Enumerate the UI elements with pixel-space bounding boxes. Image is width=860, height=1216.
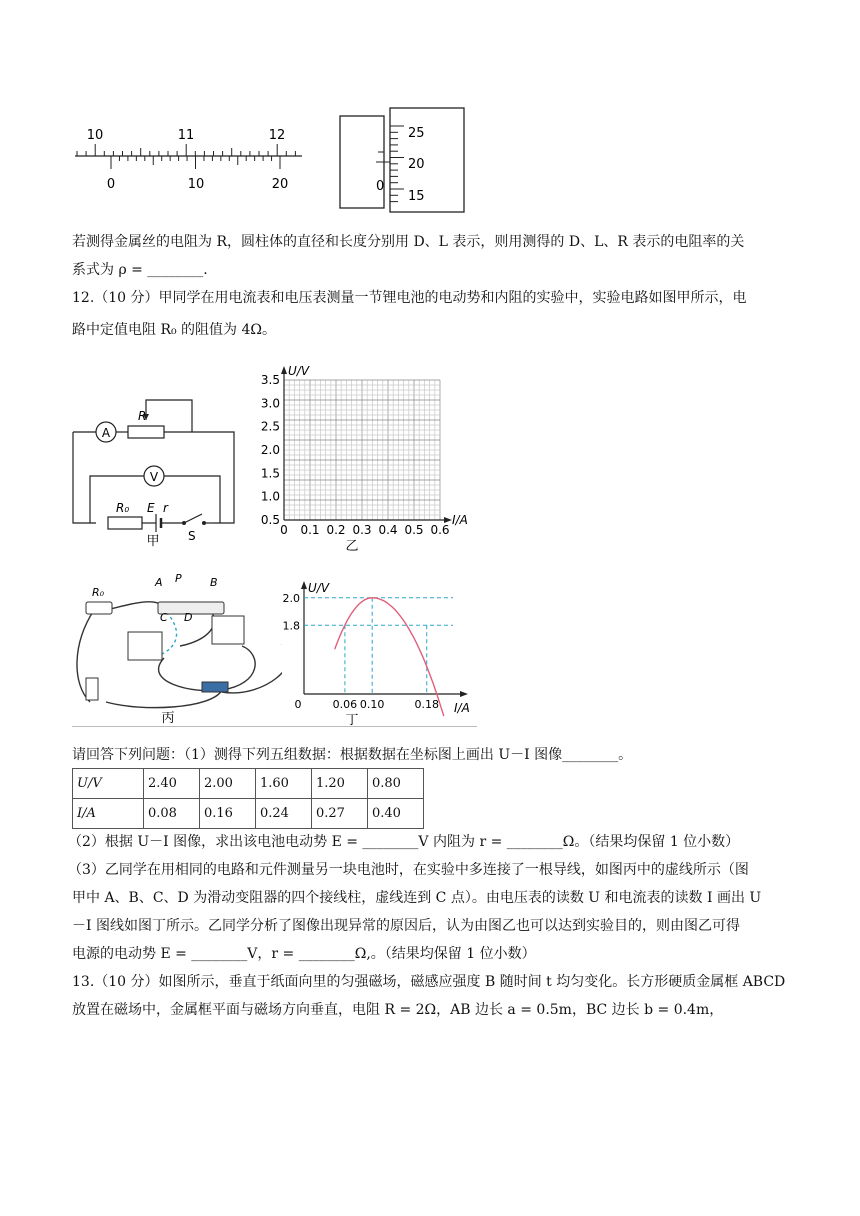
q11-text-line1: 若测得金属丝的电阻为 R，圆柱体的直径和长度分别用 D、L 表示，则用测得的 D、L、R 表示的电阻率的关 xyxy=(72,234,745,250)
fig-ding-label: 丁 xyxy=(345,713,359,728)
caliper-vernier-20: 20 xyxy=(271,177,289,192)
internal-r-label: r xyxy=(163,501,168,515)
switch-label: S xyxy=(188,529,196,543)
yi-xtick-label: 0.6 xyxy=(430,523,450,537)
ding-xlabel: I/A xyxy=(454,701,470,715)
yi-ytick-label: 3.5 xyxy=(260,373,280,387)
ding-xtick-label: 0.18 xyxy=(414,698,439,711)
yi-xtick-label: 0.5 xyxy=(404,523,424,537)
q12-line7: 电源的电动势 E = ________V，r = ________Ω,。（结果均保留 1 位小数） xyxy=(72,946,536,962)
yi-xtick-label: 0.3 xyxy=(352,523,372,537)
data-table xyxy=(72,768,424,829)
table-cell: 0.24 xyxy=(256,799,312,829)
r0-label: R₀ xyxy=(116,501,130,515)
fig-yi-label: 乙 xyxy=(345,539,359,554)
ding-xtick-label: 0.06 xyxy=(332,698,358,711)
table-cell: 0.27 xyxy=(312,799,368,829)
table-cell: 1.60 xyxy=(256,769,312,799)
yi-ylabel: U/V xyxy=(288,364,310,378)
yi-ytick-label: 2.5 xyxy=(260,419,280,434)
fig-jia-label: 甲 xyxy=(146,534,160,549)
bing-c-label: C xyxy=(160,611,168,624)
caliper-main-12: 12 xyxy=(268,128,286,143)
table-cell: U/V xyxy=(73,769,144,799)
caliper-vernier-10: 10 xyxy=(187,177,205,192)
circuit-diagram-jia xyxy=(68,390,243,550)
q12-line1: 12.（10 分）甲同学在用电流表和电压表测量一节锂电池的电动势和内阻的实验中，实验电路如图甲所示，电 xyxy=(72,290,747,306)
table-cell: 1.20 xyxy=(312,769,368,799)
bing-a-label: A xyxy=(155,576,163,589)
caliper-main-10: 10 xyxy=(86,128,104,143)
table-cell: 0.80 xyxy=(368,769,424,799)
q13-line1: 13.（10 分）如图所示，垂直于纸面向里的匀强磁场，磁感应强度 B 随时间 t 均匀变化。长方形硬质金属框 ABCD xyxy=(72,974,786,990)
q12-line5: 甲中 A、B、C、D 为滑动变阻器的四个接线柱，虚线连到 C 点）。由电压表的读数 U 和电流表的读数 I 画出 U xyxy=(72,890,762,906)
apparatus-diagram-bing xyxy=(72,574,282,726)
caliper-vernier-0: 0 xyxy=(106,177,116,192)
yi-ytick-label: 2.0 xyxy=(260,443,280,457)
yi-xlabel: I/A xyxy=(452,513,468,527)
rheostat-label: R xyxy=(138,409,147,423)
q13-line2: 放置在磁场中，金属框平面与磁场方向垂直，电阻 R = 2Ω，AB 边长 a = 0.5m，BC 边长 b = 0.4m， xyxy=(72,1002,724,1018)
q12-line3: （2）根据 U－I 图像，求出该电池电动势 E = ________V 内阻为 r = ________Ω。（结果均保留 1 位小数） xyxy=(68,834,740,850)
bing-r0-label: R₀ xyxy=(92,586,105,599)
ding-ytick-label: 1.8 xyxy=(282,619,300,633)
bing-d-label: D xyxy=(184,611,193,624)
table-cell: 2.00 xyxy=(200,769,256,799)
yi-ytick-label: 0.5 xyxy=(260,513,280,527)
micrometer-zero: 0 xyxy=(376,179,385,194)
table-cell: 0.40 xyxy=(368,799,424,829)
q12-prompt1: 请回答下列问题：（1）测得下列五组数据：根据数据在坐标图上画出 U－I 图像________。 xyxy=(72,747,633,763)
micrometer-25: 25 xyxy=(408,126,425,141)
table-cell: I/A xyxy=(73,799,144,829)
yi-ytick-label: 3.0 xyxy=(260,396,280,411)
ammeter-label: A xyxy=(101,426,111,440)
yi-ytick-label: 1.0 xyxy=(260,489,280,504)
micrometer-20: 20 xyxy=(408,157,425,172)
fig-bing-label: 丙 xyxy=(161,711,175,726)
bing-b-label: B xyxy=(210,576,218,589)
curve-chart-ding xyxy=(278,576,478,728)
q11-text-line2: 系式为 ρ = ________. xyxy=(72,262,208,278)
micrometer-15: 15 xyxy=(408,189,425,204)
bing-p-label: P xyxy=(175,574,182,585)
ding-ytick-label: 2.0 xyxy=(282,591,300,605)
table-row-u xyxy=(73,769,424,799)
yi-xtick-label: 0.4 xyxy=(378,523,398,537)
micrometer-figure xyxy=(338,106,468,214)
table-cell: 0.16 xyxy=(200,799,256,829)
table-cell: 2.40 xyxy=(144,769,200,799)
caliper-main-11: 11 xyxy=(177,128,195,143)
table-cell: 0.08 xyxy=(144,799,200,829)
q12-line6: －I 图线如图丁所示。乙同学分析了图像出现异常的原因后，认为由图乙也可以达到实验目的，则由图乙可得 xyxy=(72,918,740,934)
ding-xtick-label: 0.10 xyxy=(359,698,385,711)
ding-xtick-label: 0 xyxy=(294,698,302,711)
grid-chart-yi xyxy=(252,362,482,558)
emf-label: E xyxy=(147,501,155,515)
q12-line4: （3）乙同学在用相同的电路和元件测量另一块电池时，在实验中多连接了一根导线，如图丙中的虚线所示（图 xyxy=(68,862,749,878)
vernier-caliper-figure xyxy=(70,120,310,200)
yi-xtick-label: 0.1 xyxy=(300,523,320,537)
q12-line2: 路中定值电阻 R₀ 的阻值为 4Ω。 xyxy=(72,322,277,338)
voltmeter-label: V xyxy=(149,470,159,484)
yi-ytick-label: 1.5 xyxy=(260,466,280,481)
yi-xtick-label: 0.2 xyxy=(326,523,346,537)
ding-ylabel: U/V xyxy=(308,581,330,595)
table-row-i xyxy=(73,799,424,829)
yi-xtick-label: 0 xyxy=(280,523,288,537)
